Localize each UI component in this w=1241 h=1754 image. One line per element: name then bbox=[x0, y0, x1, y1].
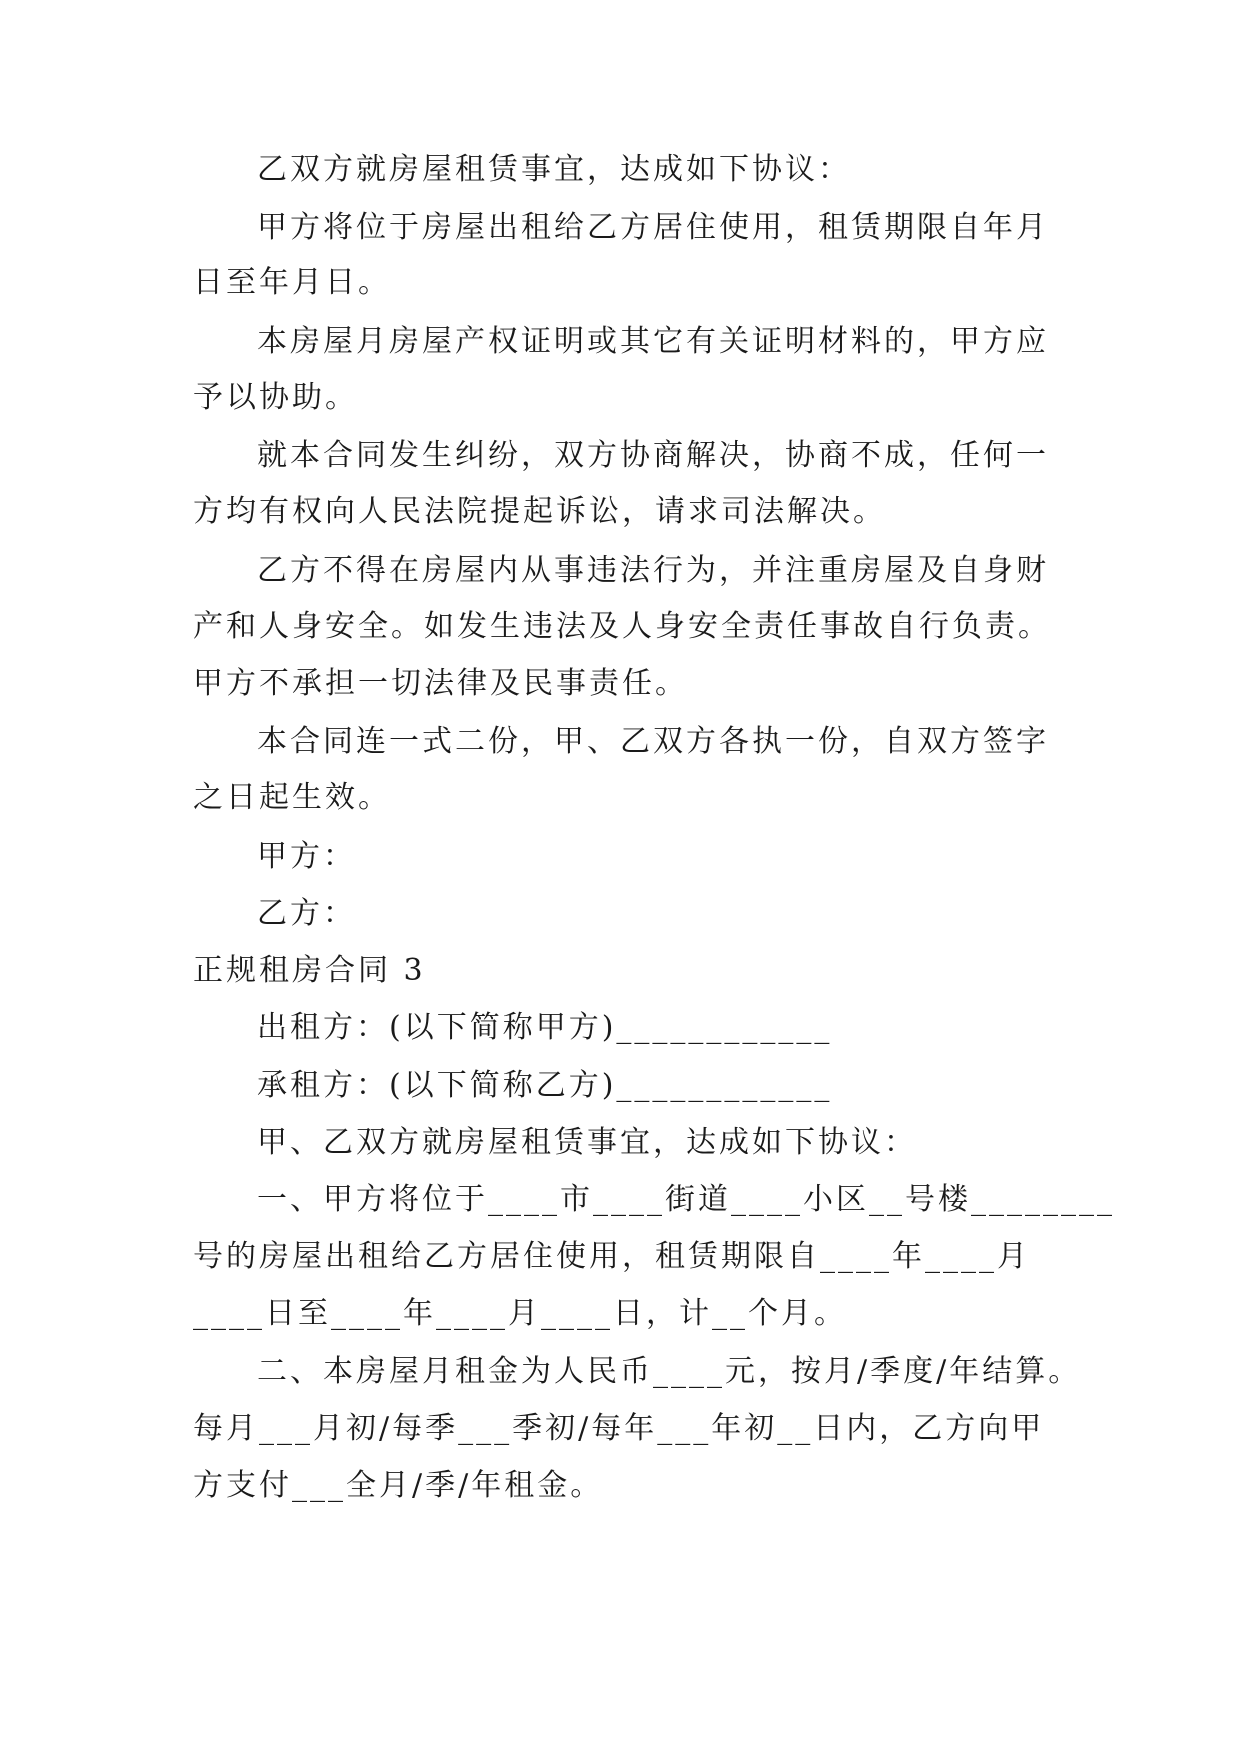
clause-line: 一、甲方将位于____市____街道____小区__号楼________ bbox=[257, 1182, 1115, 1217]
paragraph-line: 本房屋月房屋产权证明或其它有关证明材料的，甲方应 bbox=[257, 324, 1049, 359]
clause-line: 方支付___全月/季/年租金。 bbox=[193, 1468, 604, 1503]
lessee-line: 承租方：(以下简称乙方)____________ bbox=[257, 1068, 833, 1103]
clause-line: ____日至____年____月____日，计__个月。 bbox=[193, 1296, 847, 1331]
paragraph-line: 就本合同发生纠纷，双方协商解决，协商不成，任何一 bbox=[257, 438, 1049, 473]
paragraph-line: 日至年月日。 bbox=[193, 265, 391, 300]
signature-party-b: 乙方： bbox=[257, 896, 356, 931]
clause-line: 号的房屋出租给乙方居住使用，租赁期限自____年____月 bbox=[193, 1239, 1030, 1274]
paragraph-line: 本合同连一式二份，甲、乙双方各执一份，自双方签字 bbox=[257, 724, 1049, 759]
lessor-line: 出租方：(以下简称甲方)____________ bbox=[257, 1010, 833, 1045]
paragraph-line: 乙双方就房屋租赁事宜，达成如下协议： bbox=[257, 152, 851, 187]
paragraph-line: 产和人身安全。如发生违法及人身安全责任事故自行负责。 bbox=[193, 609, 1051, 644]
section-title: 正规租房合同 3 bbox=[193, 953, 426, 988]
signature-party-a: 甲方： bbox=[257, 839, 356, 874]
paragraph-line: 甲、乙双方就房屋租赁事宜，达成如下协议： bbox=[257, 1125, 917, 1160]
paragraph-line: 方均有权向人民法院提起诉讼，请求司法解决。 bbox=[193, 494, 886, 529]
paragraph-line: 乙方不得在房屋内从事违法行为，并注重房屋及自身财 bbox=[257, 553, 1049, 588]
paragraph-line: 之日起生效。 bbox=[193, 780, 391, 815]
clause-line: 每月___月初/每季___季初/每年___年初__日内，乙方向甲 bbox=[193, 1411, 1045, 1446]
paragraph-line: 甲方将位于房屋出租给乙方居住使用，租赁期限自年月 bbox=[257, 210, 1049, 245]
clause-line: 二、本房屋月租金为人民币____元，按月/季度/年结算。 bbox=[257, 1354, 1082, 1389]
paragraph-line: 予以协助。 bbox=[193, 380, 358, 415]
paragraph-line: 甲方不承担一切法律及民事责任。 bbox=[193, 666, 688, 701]
